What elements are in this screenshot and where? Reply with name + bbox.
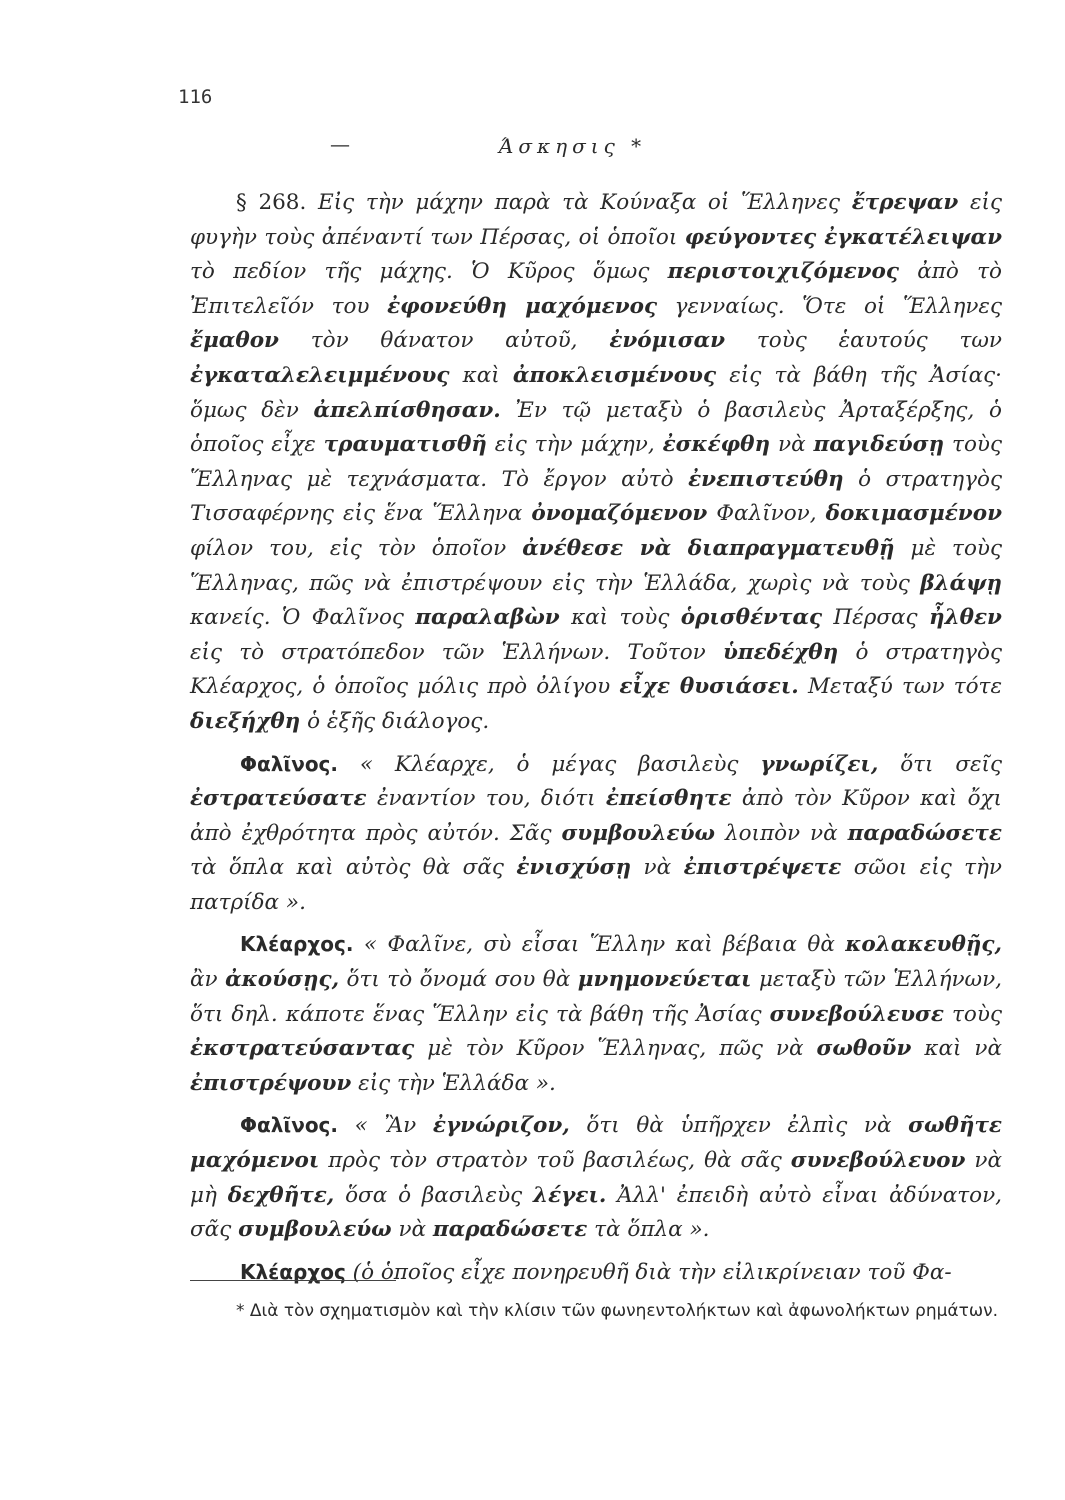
- text-run: εἰς τὸ στρατόπεδον τῶν Ἑλλήνων. Τοῦτον: [190, 639, 723, 665]
- text-run: ἀπὸ τὸν Κῦρον καὶ ὄχι ἀπὸ ἐχθρότητα πρὸς αὐτόν. Σᾶς: [190, 786, 1002, 846]
- text-run: τὸ πεδίον τῆς μάχης. Ὁ Κῦρος ὅμως: [190, 259, 668, 285]
- bold-verb: φεύγοντες ἐγκατέλειψαν: [684, 224, 1003, 250]
- bold-verb: σωθοῦν: [816, 1036, 912, 1062]
- text-run: ὁ στρατηγὸς Κλέαρχος, ὁ ὁποῖος μόλις πρὸ ὀλίγου: [190, 639, 1002, 700]
- dialogue: [190, 747, 1002, 1291]
- bold-verb: ἦλθεν: [928, 605, 1002, 631]
- speaker-name: Κλέαρχος.: [240, 932, 354, 957]
- text-run: γενναίως. Ὅτε οἱ Ἕλληνες: [657, 293, 1002, 319]
- text-run: εἰς τὴν μάχην,: [486, 432, 663, 458]
- text-run: Πέρσας: [822, 605, 929, 631]
- text-run: ὅτι σεῖς: [878, 751, 1003, 777]
- speaker-name: Φαλῖνος.: [240, 1113, 339, 1138]
- text-run: μεταξὺ τῶν Ἑλλήνων, ὅτι δηλ. κάποτε ἕνας Ἕλλην εἰς τὰ βάθη τῆς Ἀσίας: [190, 967, 1002, 1027]
- bold-verb: συνεβούλευον: [790, 1148, 966, 1174]
- text-run: « Φαλῖνε, σὺ εἶσαι Ἕλλην καὶ βέβαια θὰ: [353, 932, 846, 958]
- bold-verb: συμβουλεύω: [238, 1217, 392, 1243]
- text-run: μὲ τοὺς Ἕλληνας, πῶς νὰ ἐπιστρέψουν εἰς τὴν Ἑλλάδα, χωρὶς νὰ τοὺς: [190, 535, 1002, 596]
- dialogue-paragraph: [190, 927, 1002, 1101]
- bold-verb: παραδώσετε: [432, 1217, 588, 1243]
- bold-verb: ἐσκέφθη: [662, 432, 771, 458]
- section-number: § 268.: [236, 190, 307, 215]
- bold-verb: παραδώσετε: [847, 820, 1002, 846]
- text-run: ὅτι θὰ ὑπῆρχεν ἐλπὶς νὰ: [569, 1113, 909, 1139]
- text-run: κανείς. Ὁ Φαλῖνος: [190, 605, 416, 631]
- text-run: εἰς τὴν Ἑλλάδα ».: [351, 1070, 556, 1096]
- bold-verb: ἐγκαταλελειμμένους: [190, 362, 450, 388]
- footnote: * Διὰ τὸν σχηματισμὸν καὶ τὴν κλίσιν τῶν φωνηεντολήκτων καὶ ἀφωνολήκτων ρημάτων.: [236, 1301, 999, 1321]
- bold-verb: εἶχε θυσιάσει.: [619, 674, 799, 700]
- bold-verb: διεξήχθη: [190, 708, 301, 734]
- bold-verb: παραλαβὼν: [415, 605, 560, 631]
- text-run: νὰ: [391, 1217, 433, 1243]
- text-run: Ἀλλ' ἐπειδὴ αὐτὸ εἶναι ἀδύνατον, σᾶς: [190, 1182, 1002, 1243]
- bold-verb: μνημονεύεται: [577, 967, 752, 993]
- bold-verb: ἐνόμισαν: [609, 328, 726, 354]
- text-run: καὶ τοὺς: [559, 605, 681, 631]
- text-run: Εἰς τὴν μάχην παρὰ τὰ Κούναξα οἱ Ἕλληνες: [306, 190, 852, 215]
- text-run: (ὁ ὁποῖος εἶχε πονηρευθῆ διὰ τὴν εἰλικρίνειαν τοῦ Φα-: [345, 1259, 952, 1285]
- exercise-heading: [0, 134, 1065, 158]
- main-text: [190, 186, 1002, 1290]
- text-run: νὰ: [631, 855, 684, 881]
- bold-verb: ἐνεπιστεύθη: [688, 466, 844, 492]
- bold-verb: λέγει.: [533, 1182, 607, 1208]
- bold-verb: ἀπελπίσθησαν.: [313, 397, 501, 423]
- bold-verb: ἔτρεψαν: [851, 190, 959, 215]
- bold-verb: δεχθῆτε,: [227, 1182, 335, 1208]
- bold-verb: ὑπεδέχθη: [722, 639, 839, 665]
- bold-verb: ἐγνώριζον,: [432, 1113, 570, 1139]
- text-run: τοὺς Ἕλληνας μὲ τεχνάσματα. Τὸ ἔργον αὐτὸ: [190, 432, 1002, 492]
- heading-title: Άσκησις *: [498, 134, 647, 158]
- bold-verb: ἐπείσθητε: [605, 786, 732, 812]
- bold-verb: συμβουλεύω: [561, 820, 716, 846]
- bold-verb: ὀνομαζόμενον: [531, 501, 708, 527]
- text-run: τὸν θάνατον αὐτοῦ,: [278, 328, 610, 354]
- bold-verb: ἀποκλεισμένους: [512, 362, 717, 388]
- footnote-rule: [190, 1280, 396, 1281]
- text-run: ὁ ἑξῆς διάλογος.: [300, 708, 490, 734]
- page-number: 116: [178, 86, 213, 108]
- text-run: νὰ: [770, 432, 814, 458]
- bold-verb: σωθῆτε μαχόμενοι: [190, 1113, 1002, 1174]
- text-run: τὰ ὅπλα καὶ αὐτὸς θὰ σᾶς: [190, 855, 517, 881]
- text-run: μὲ τὸν Κῦρον Ἕλληνας, πῶς νὰ: [414, 1036, 817, 1062]
- bold-verb: ἔμαθον: [190, 328, 279, 354]
- text-run: ἂν: [190, 967, 226, 993]
- text-run: ἀπὸ τὸ Ἐπιτελεῖόν του: [190, 259, 1002, 319]
- bold-verb: βλάψῃ: [920, 570, 1002, 596]
- bold-verb: τραυματισθῆ: [323, 432, 487, 458]
- text-run: Μεταξύ των τότε: [798, 674, 1002, 700]
- text-run: νὰ μὴ: [190, 1148, 1002, 1208]
- paragraph-268: [190, 186, 1002, 740]
- bold-verb: ἐφονεύθη μαχόμενος: [387, 293, 658, 319]
- text-run: εἰς τὰ βάθη τῆς Ἀσίας· ὅμως δὲν: [190, 362, 1002, 423]
- bold-verb: ἀνέθεσε νὰ διαπραγματευθῇ: [522, 535, 895, 561]
- bold-verb: ἀκούσῃς,: [225, 967, 340, 993]
- text-run: πρὸς τὸν στρατὸν τοῦ βασιλέως, θὰ σᾶς: [319, 1148, 791, 1174]
- text-run: Φαλῖνον,: [707, 501, 826, 527]
- text-run: ὅσα ὁ βασιλεὺς: [334, 1182, 534, 1208]
- text-run: ὁ στρατηγὸς Τισσαφέρνης εἰς ἕνα Ἕλληνα: [190, 466, 1002, 527]
- bold-verb: ἐνισχύσῃ: [516, 855, 632, 881]
- speaker-name: Κλέαρχος: [240, 1259, 346, 1284]
- text-run: καὶ νὰ: [911, 1036, 1002, 1062]
- bold-verb: γνωρίζει,: [760, 751, 879, 777]
- bold-verb: ἐκστρατεύσαντας: [190, 1036, 415, 1062]
- bold-verb: ἐστρατεύσατε: [190, 786, 367, 812]
- bold-verb: κολακευθῇς,: [845, 932, 1002, 958]
- text-run: καὶ: [449, 362, 513, 388]
- text-run: τὰ ὅπλα ».: [587, 1217, 710, 1243]
- text-run: « Κλέαρχε, ὁ μέγας βασιλεὺς: [338, 751, 761, 777]
- text-run: « Ἂν: [338, 1113, 433, 1139]
- text-run: Ἐν τῷ μεταξὺ ὁ βασιλεὺς Ἀρταξέρξης, ὁ ὁποῖος εἶχε: [190, 397, 1002, 458]
- text-run: εἰς φυγὴν τοὺς ἀπέναντί των Πέρσας, οἱ ὁποῖοι: [190, 190, 1003, 250]
- text-run: φίλον του, εἰς τὸν ὁποῖον: [190, 535, 523, 561]
- text-run: τοὺς ἑαυτούς των: [725, 328, 1002, 354]
- text-run: λοιπὸν νὰ: [715, 820, 848, 846]
- heading-dash: —: [330, 132, 350, 156]
- dialogue-paragraph: [190, 1108, 1002, 1247]
- dialogue-paragraph: [190, 1255, 1002, 1291]
- text-run: ἐναντίον του, διότι: [366, 786, 606, 812]
- bold-verb: παγιδεύσῃ: [813, 432, 945, 458]
- dialogue-paragraph: [190, 747, 1002, 921]
- bold-verb: δοκιμασμένον: [825, 501, 1002, 527]
- bold-verb: ὁρισθέντας: [680, 605, 823, 631]
- bold-verb: ἐπιστρέψετε: [683, 855, 842, 881]
- bold-verb: ἐπιστρέψουν: [190, 1070, 352, 1096]
- bold-verb: περιστοιχιζόμενος: [667, 259, 899, 285]
- speaker-name: Φαλῖνος.: [240, 751, 339, 776]
- text-run: ὅτι τὸ ὄνομά σου θὰ: [339, 967, 578, 993]
- bold-verb: συνεβούλευσε: [769, 1001, 944, 1027]
- text-run: σῶοι εἰς τὴν πατρίδα ».: [190, 855, 1002, 915]
- text-run: τοὺς: [943, 1001, 1002, 1027]
